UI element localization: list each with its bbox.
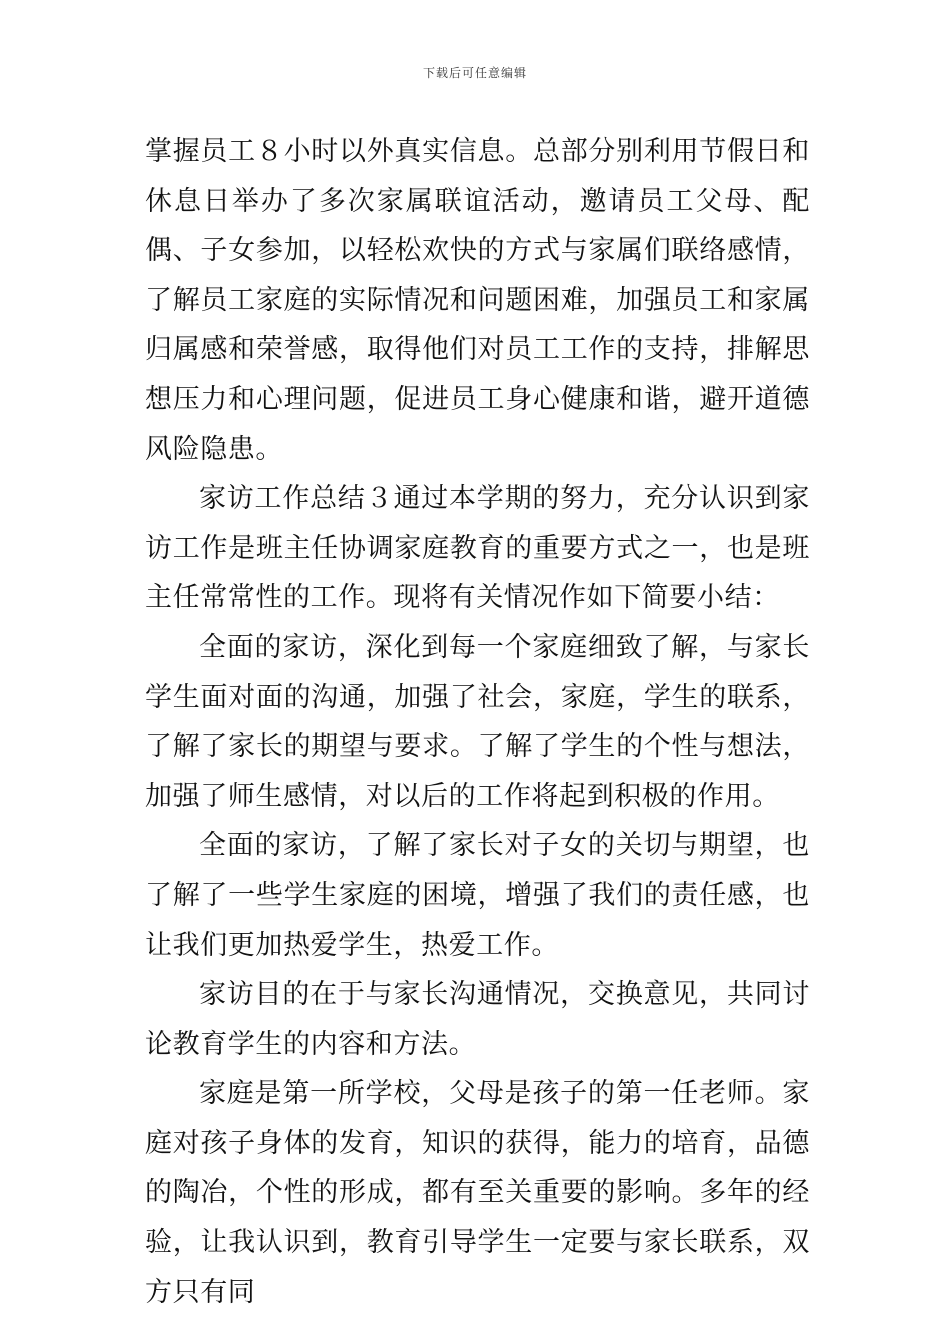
paragraph-visit-purpose: 家访目的在于与家长沟通情况，交换意见，共同讨论教育学生的内容和方法。 (145, 979, 810, 1060)
paragraph-home-visit-1: 全面的家访，深化到每一个家庭细致了解，与家长学生面对面的沟通，加强了社会，家庭，学生的联系，了解了家长的期望与要求。了解了学生的个性与想法，加强了师生感情，对以后的工作将起到积极的作用。 (145, 631, 810, 812)
document-body (145, 127, 810, 1317)
paragraph-family-school: 家庭是第一所学校，父母是孩子的第一任老师。家庭对孩子身体的发育，知识的获得，能力的培育，品德的陶冶，个性的形成，都有至关重要的影响。多年的经验，让我认识到，教育引导学生一定要与家长联系，双方只有同 (145, 1078, 810, 1308)
page-header: 下载后可任意编辑 (422, 66, 527, 80)
paragraph-summary-intro: 家访工作总结３通过本学期的努力，充分认识到家访工作是班主任协调家庭教育的重要方式之一，也是班主任常常性的工作。现将有关情况作如下简要小结： (145, 483, 810, 614)
paragraph-home-visit-2: 全面的家访，了解了家长对子女的关切与期望，也了解了一些学生家庭的困境，增强了我们的责任感，也让我们更加热爱学生，热爱工作。 (145, 830, 810, 961)
paragraph-continuation: 掌握员工８小时以外真实信息。总部分别利用节假日和休息日举办了多次家属联谊活动，邀请员工父母、配偶、子女参加，以轻松欢快的方式与家属们联络感情，了解员工家庭的实际情况和问题困难，加强员工和家属归属感和荣誉感，取得他们对员工工作的支持，排解思想压力和心理问题，促进员工身心健康和谐，避开道德风险隐患。 (145, 136, 810, 465)
